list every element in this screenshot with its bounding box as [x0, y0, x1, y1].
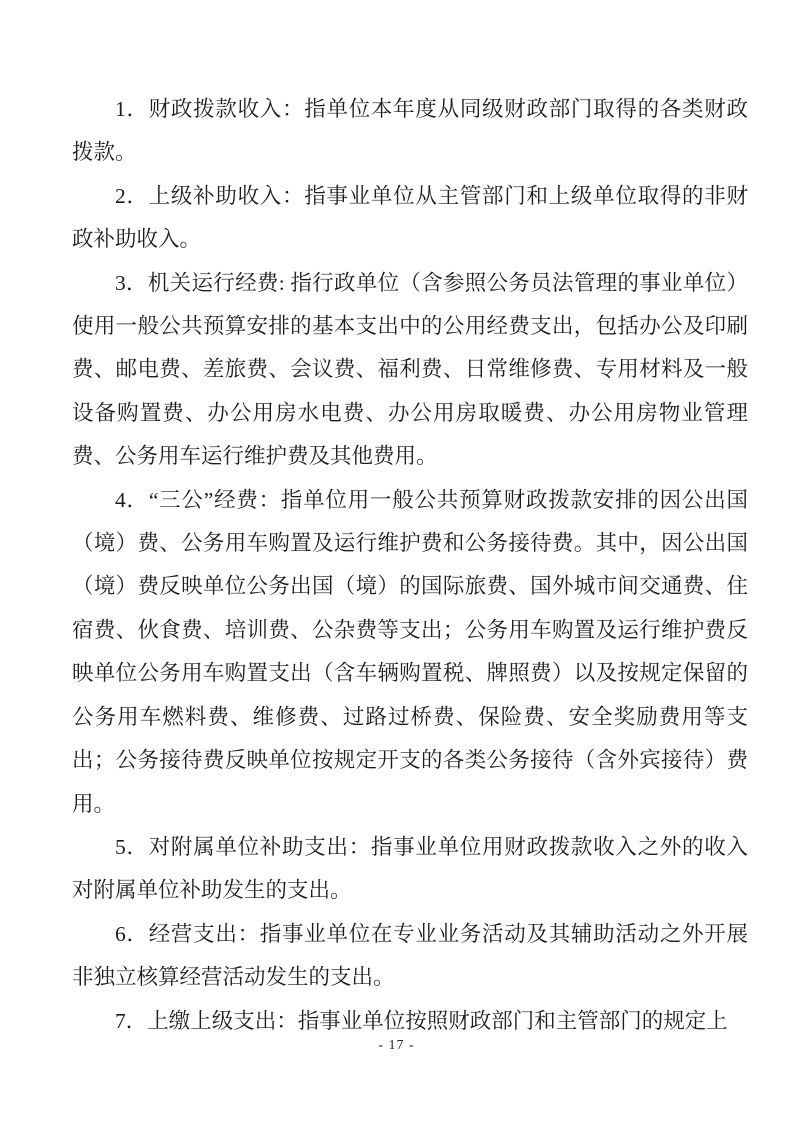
paragraph-6: 6．经营支出：指事业单位在专业业务活动及其辅助活动之外开展非独立核算经营活动发生的支出。 — [72, 921, 748, 990]
paragraph-4: 4．“三公”经费：指单位用一般公共预算财政拨款安排的因公出国（境）费、公务用车购置及运行维护费和公务接待费。其中，因公出国（境）费反映单位公务出国（境）的国际旅费、国外城市间交通费、住宿费、伙食费、培训费、公杂费等支出；公务用车购置及运行维护费反映单位公务用车购置支出（含车辆购置税、牌照费）以及按规定保留的公务用车燃料费、维修费、过路过桥费、保险费、安全奖励费用等支出；公务接待费反映单位按规定开支的各类公务接待（含外宾接待）费用。 — [72, 487, 748, 816]
page-footer — [0, 1036, 793, 1056]
paragraph-3: 3．机关运行经费: 指行政单位（含参照公务员法管理的事业单位）使用一般公共预算安排的基本支出中的公用经费支出，包括办公及印刷费、邮电费、差旅费、会议费、福利费、日常维修费、专用材料及一般设备购置费、办公用房水电费、办公用房取暖费、办公用房物业管理费、公务用车运行维护费及其他费用。 — [72, 270, 748, 469]
paragraph-2: 2．上级补助收入：指事业单位从主管部门和上级单位取得的非财政补助收入。 — [72, 183, 748, 252]
document-body — [72, 88, 748, 1043]
page-number: - 17 - — [378, 1038, 415, 1053]
paragraph-5: 5．对附属单位补助支出：指事业单位用财政拨款收入之外的收入对附属单位补助发生的支出。 — [72, 834, 748, 903]
paragraph-7: 7．上缴上级支出：指事业单位按照财政部门和主管部门的规定上 — [115, 1008, 728, 1033]
paragraph-1: 1．财政拨款收入：指单位本年度从同级财政部门取得的各类财政拨款。 — [72, 97, 748, 165]
